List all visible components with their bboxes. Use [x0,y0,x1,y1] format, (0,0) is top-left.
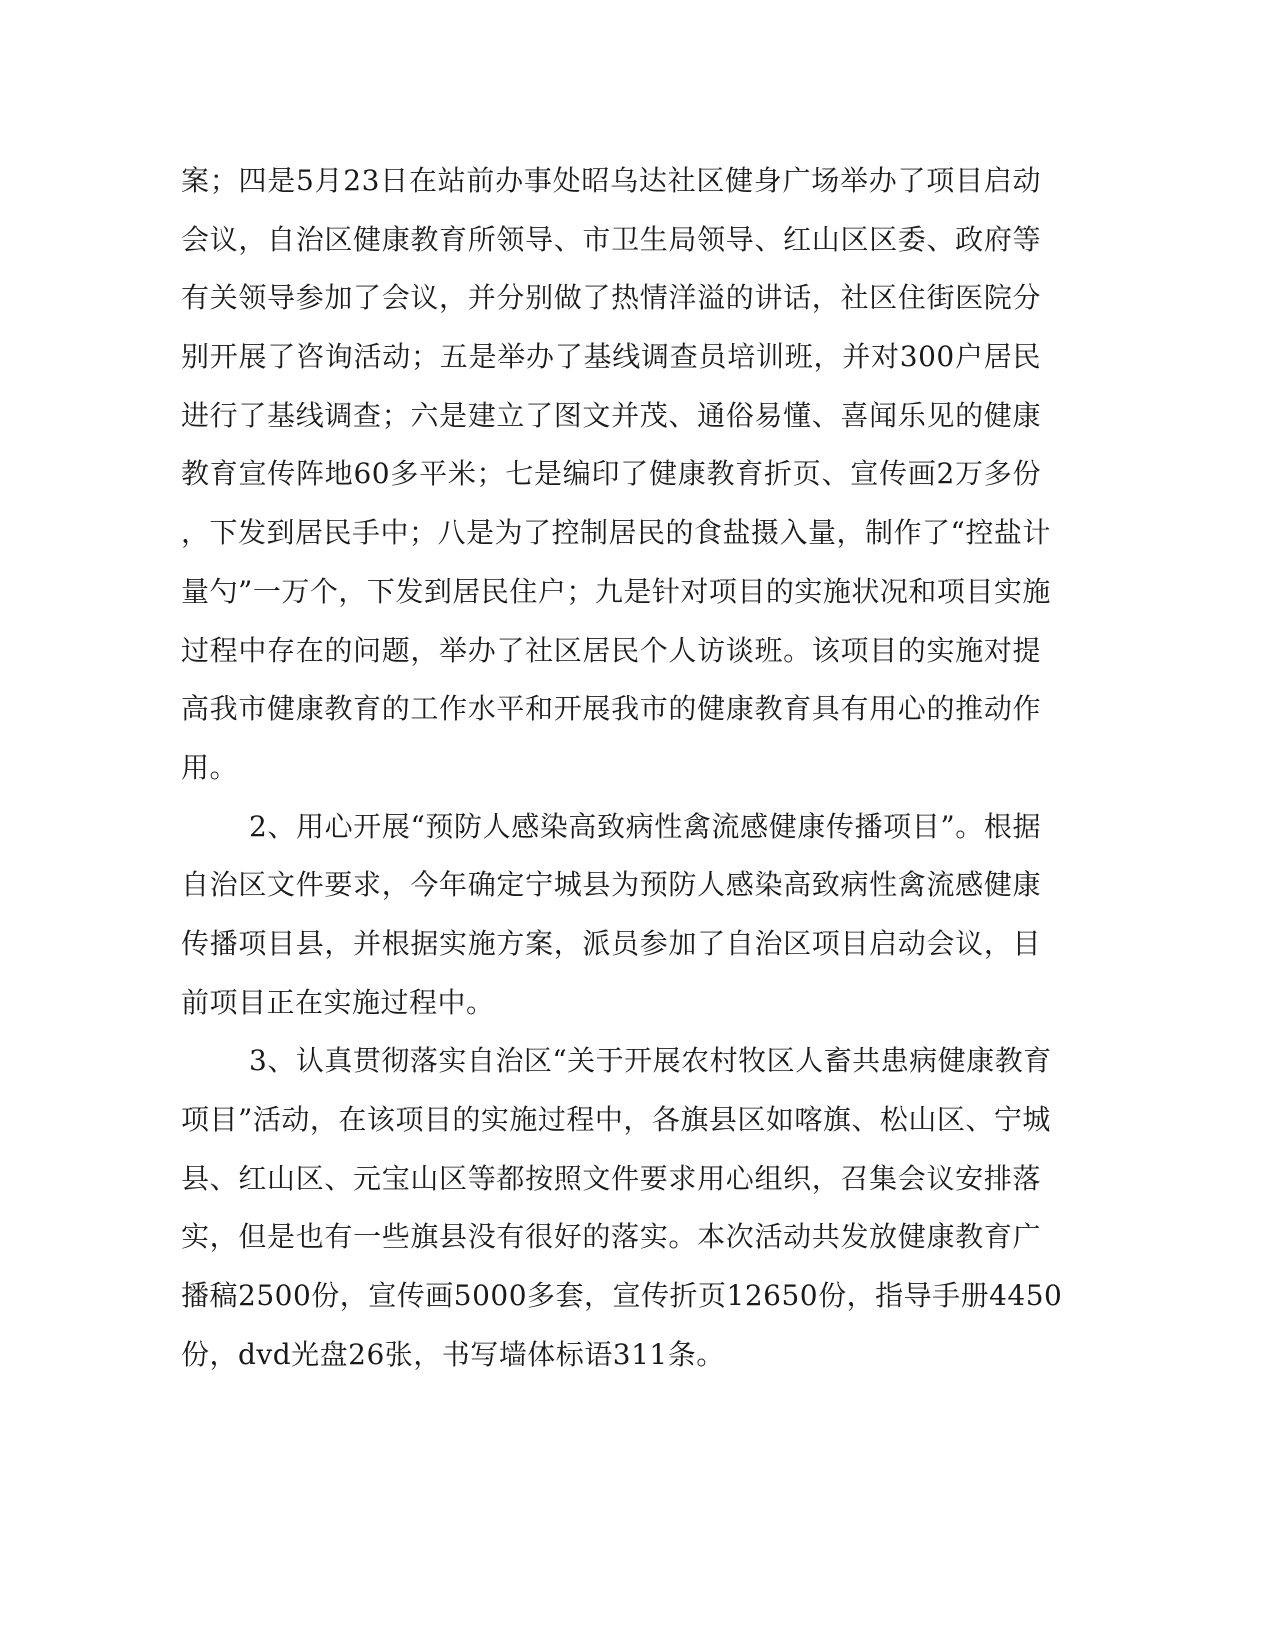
text-line: 县、红山区、元宝山区等都按照文件要求用心组织，召集会议安排落 [181,1161,1041,1195]
text-line: 2、用心开展“预防人感染高致病性禽流感健康传播项目”。根据 [249,809,1041,843]
document-page [181,152,1063,1384]
text-line: 播稿2500份，宣传画5000多套，宣传折页12650份，指导手册4450 [181,1279,1063,1313]
text-line: 别开展了咨询活动；五是举办了基线调查员培训班，并对300户居民 [181,340,1041,374]
text-line: 用。 [181,750,239,784]
text-line: 进行了基线调查；六是建立了图文并茂、通俗易懂、喜闻乐见的健康 [181,398,1041,432]
paragraph-1 [181,152,1051,798]
text-line: 项目”活动，在该项目的实施过程中，各旗县区如喀旗、松山区、宁城 [181,1103,1051,1136]
text-line: 自治区文件要求，今年确定宁城县为预防人感染高致病性禽流感健康 [181,868,1041,902]
text-line: 3、认真贯彻落实自治区“关于开展农村牧区人畜共患病健康教育 [249,1044,1052,1078]
text-line: 会议，自治区健康教育所领导、市卫生局领导、红山区区委、政府等 [181,222,1041,256]
text-line: 份，dvd光盘26张，书写墙体标语311条。 [181,1337,725,1371]
text-line: 有关领导参加了会议，并分别做了热情洋溢的讲话，社区住街医院分 [181,281,1041,315]
text-line: 量勺”一万个，下发到居民住户；九是针对项目的实施状况和项目实施 [181,574,1051,608]
text-line: 高我市健康教育的工作水平和开展我市的健康教育具有用心的推动作 [181,692,1041,726]
text-line: 过程中存在的问题，举办了社区居民个人访谈班。该项目的实施对提 [181,633,1041,667]
text-line: 教育宣传阵地60多平米；七是编印了健康教育折页、宣传画2万多份 [181,457,1041,491]
text-line: 前项目正在实施过程中。 [181,985,495,1019]
text-line: 案；四是5月23日在站前办事处昭乌达社区健身广场举办了项目启动 [181,164,1041,197]
text-line: 实，但是也有一些旗县没有很好的落实。本次活动共发放健康教育广 [181,1220,1041,1254]
paragraph-2 [181,798,1041,1033]
paragraph-3 [181,1032,1063,1384]
text-line: 传播项目县，并根据实施方案，派员参加了自治区项目启动会议，目 [181,926,1041,960]
text-line: ，下发到居民手中；八是为了控制居民的食盐摄入量，制作了“控盐计 [181,516,1051,550]
